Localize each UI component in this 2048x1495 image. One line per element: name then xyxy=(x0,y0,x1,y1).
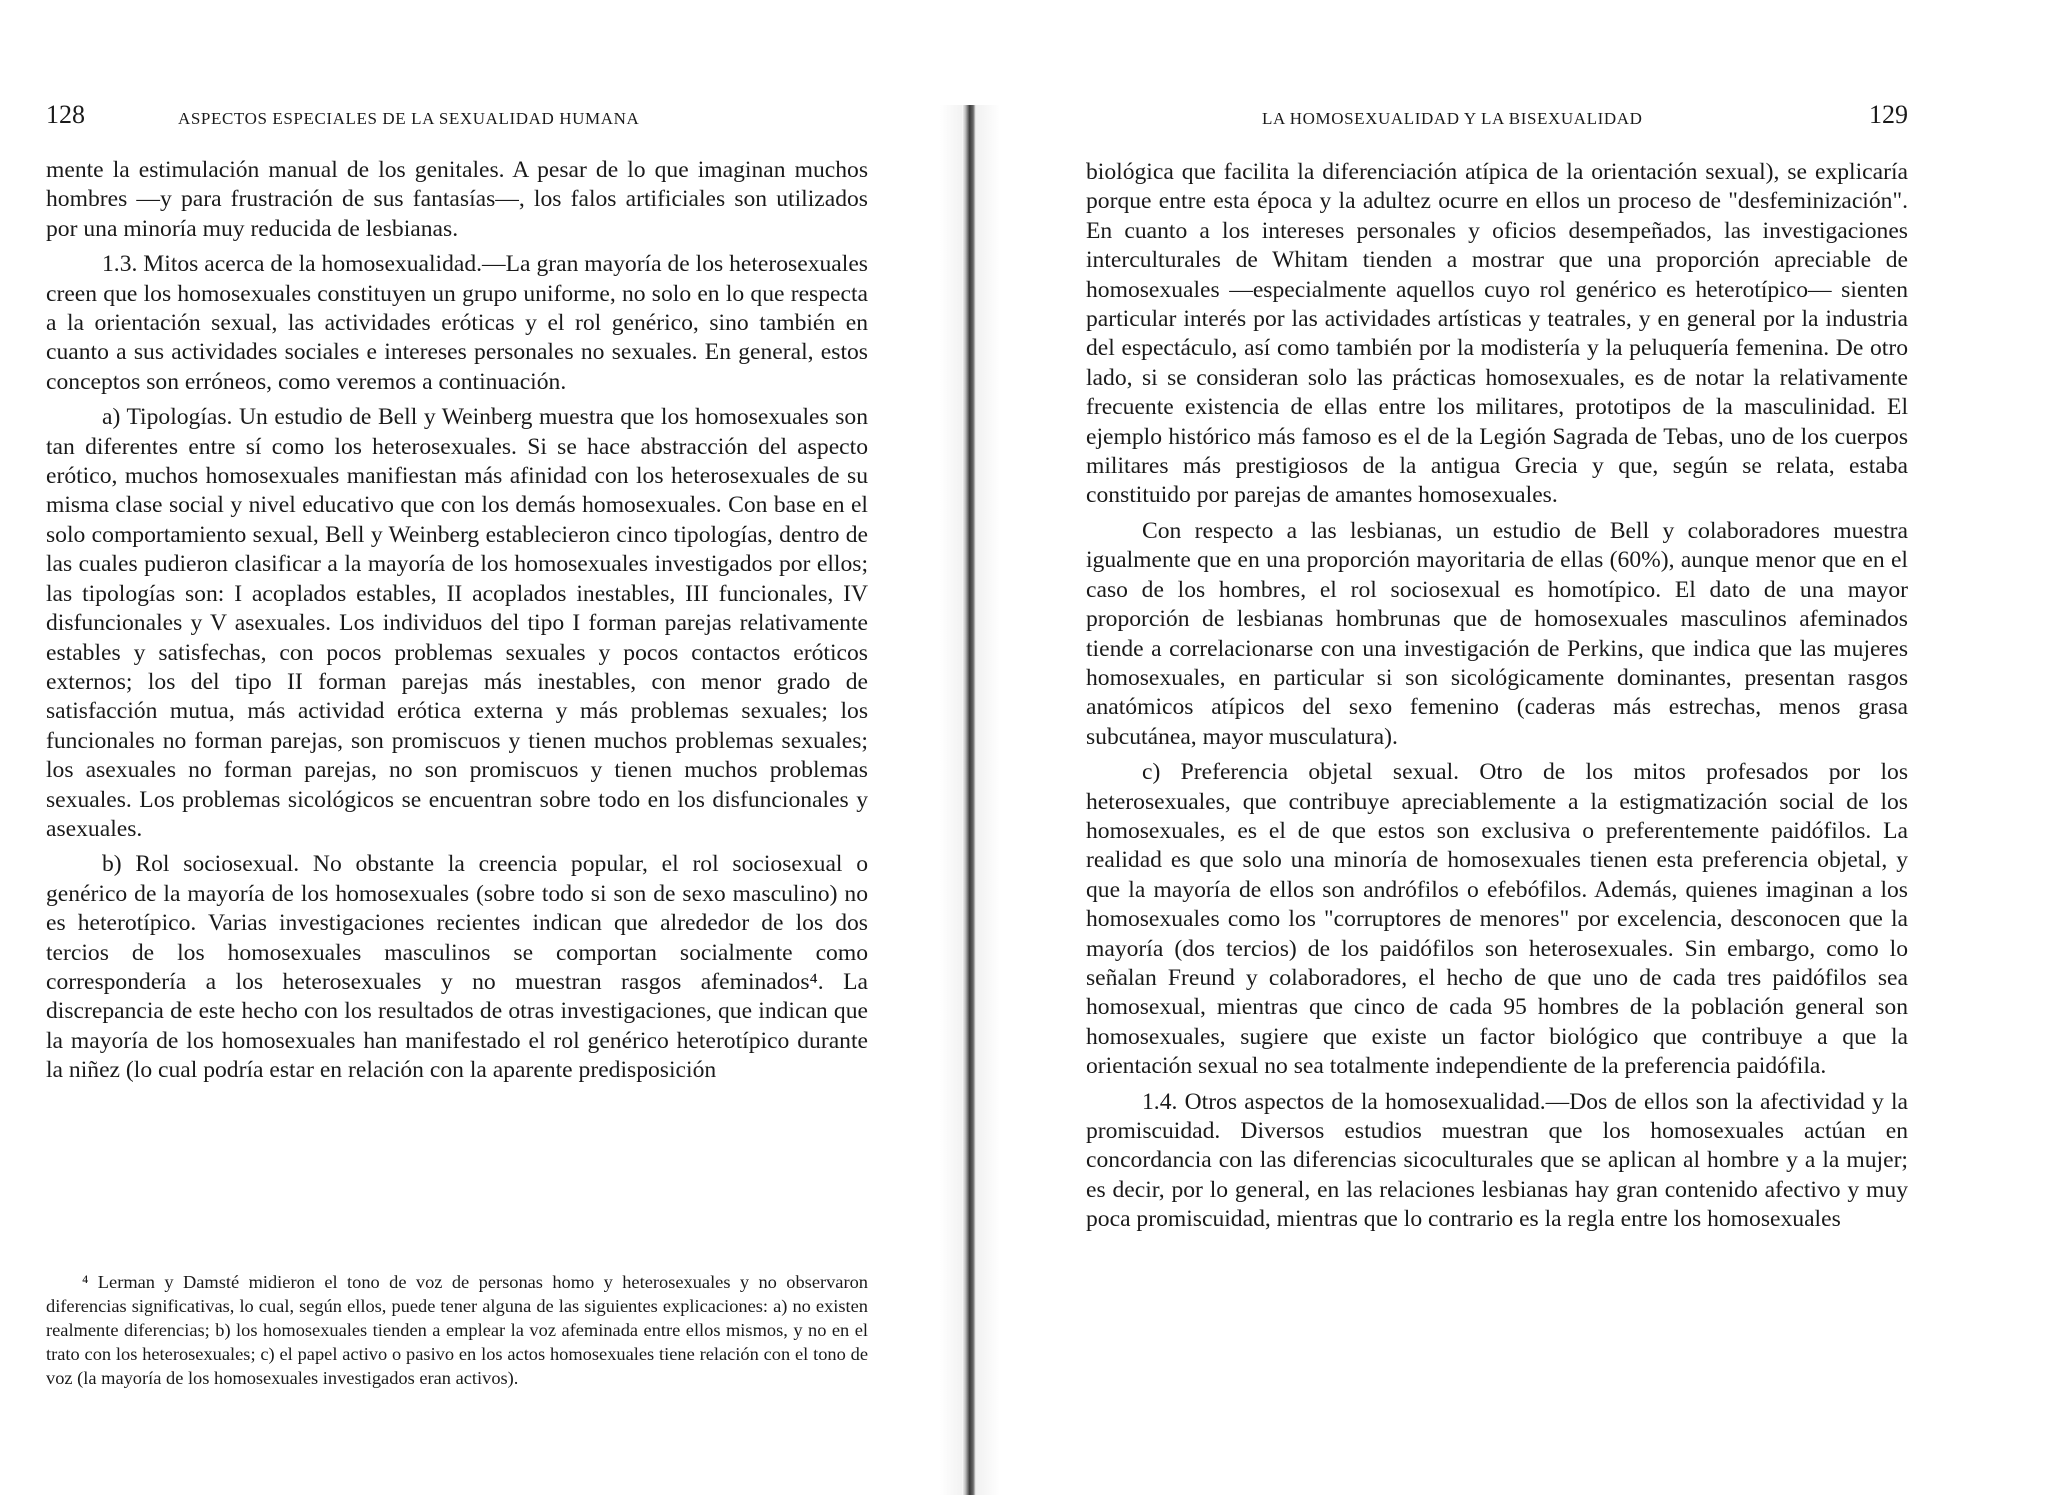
footnote-text: ⁴ Lerman y Damsté midieron el tono de voz de personas homo y heterosexuales y no observaron diferencias significativas, lo cual, según ellos, puede tener alguna de las siguientes explicaciones: a) no existen realmente diferencias; b) los homosexuales tienden a emplear la voz afeminada entre ellos mismos, y no en el trato con los heterosexuales; c) el papel activo o pasivo en los actos homosexuales tiene relación con el tono de voz (la mayoría de los homosexuales investigados eran activos). xyxy=(46,1272,868,1388)
paragraph: mente la estimulación manual de los genitales. A pesar de lo que imaginan muchos hombres —y para frustración de sus fantasías—, los falos artificiales son utilizados por una minoría muy reducida de lesbianas. xyxy=(46,157,868,242)
paragraph: a) Tipologías. Un estudio de Bell y Weinberg muestra que los homosexuales son tan diferentes entre sí como los heterosexuales. Si se hace abstracción del aspecto erótico, muchos homosexuales manifiestan más afinidad con los heterosexuales de su misma clase social y nivel educativo que con los demás homosexuales. Con base en el solo comportamiento sexual, Bell y Weinberg establecieron cinco tipologías, dentro de las cuales pudieron clasificar a la mayoría de los homosexuales investigados por ellos; las tipologías son: I acoplados estables, II acoplados inestables, III funcionales, IV disfuncionales y V asexuales. Los individuos del tipo I forman parejas relativamente estables y satisfechas, con pocos problemas sexuales y pocos contactos eróticos externos; los del tipo II forman parejas más inestables, con menor grado de satisfacción mutua, más actividad erótica externa y más problemas sexuales; los funcionales no forman parejas, son promiscuos y tienen muchos problemas sexuales; los asexuales no forman parejas, no son promiscuos y tienen muchos problemas sexuales. Los problemas sicológicos se encuentran sobre todo en los disfuncionales y asexuales. xyxy=(46,404,868,842)
book-gutter xyxy=(962,105,976,1495)
footnote xyxy=(46,1270,868,1390)
right-page-header xyxy=(1086,100,1908,132)
running-head: ASPECTOS ESPECIALES DE LA SEXUALIDAD HUMANA xyxy=(178,109,640,128)
page-number: 129 xyxy=(1869,100,1908,129)
left-page xyxy=(46,0,868,1492)
paragraph: b) Rol sociosexual. No obstante la creencia popular, el rol sociosexual o genérico de la mayoría de los homosexuales (sobre todo si son de sexo masculino) no es heterotípico. Varias investigaciones recientes indican que alrededor de los dos tercios de los homosexuales masculinos se comportan socialmente como correspondería a los heterosexuales y no muestran rasgos afeminados⁴. La discrepancia de este hecho con los resultados de otras investigaciones, que indican que la mayoría de los homosexuales han manifestado el rol genérico heterotípico durante la niñez (lo cual podría estar en relación con la aparente predisposición xyxy=(46,851,868,1084)
paragraph: Con respecto a las lesbianas, un estudio de Bell y colaboradores muestra igualmente que en una proporción mayoritaria de ellas (60%), aunque menor que en el caso de los hombres, el rol sociosexual es homotípico. El dato de una mayor proporción de lesbianas hombrunas que de homosexuales masculinos afeminados tiende a correlacionarse con una investigación de Perkins, que indica que las mujeres homosexuales, en particular si son sicológicamente dominantes, presentan rasgos anatómicos atípicos del sexo femenino (caderas más estrechas, menos grasa subcutánea, mayor musculatura). xyxy=(1086,517,1908,750)
page-number: 128 xyxy=(46,100,85,129)
paragraph: 1.4. Otros aspectos de la homosexualidad.—Dos de ellos son la afectividad y la promiscuidad. Diversos estudios muestran que los homosexuales actúan en concordancia con las diferencias sicoculturales que se aplican al hombre y a la mujer; es decir, por lo general, en las relaciones lesbianas hay gran contenido afectivo y muy poca promiscuidad, mientras que lo contrario es la regla entre los homosexuales xyxy=(1086,1088,1908,1233)
paragraph: c) Preferencia objetal sexual. Otro de los mitos profesados por los heterosexuales, que contribuye apreciablemente a la estigmatización social de los homosexuales, es el de que estos son exclusiva o preferentemente paidófilos. La realidad es que solo una minoría de homosexuales tienen esta preferencia objetal, y que la mayoría de ellos son andrófilos o efebófilos. Además, quienes imaginan a los homosexuales como los "corruptores de menores" por excelencia, desconocen que la mayoría (dos tercios) de los paidófilos son heterosexuales. Sin embargo, como lo señalan Freund y colaboradores, el hecho de que uno de cada tres paidófilos sea homosexual, mientras que cinco de cada 95 hombres de la población general son homosexuales, sugiere que existe un factor biológico que contribuye a que la orientación sexual no sea totalmente independiente de la preferencia paidófila. xyxy=(1086,759,1908,1080)
paragraph: biológica que facilita la diferenciación atípica de la orientación sexual), se explicaría porque entre esta época y la adultez ocurre en ellos un proceso de "desfeminización". En cuanto a los intereses personales y oficios desempeñados, las investigaciones interculturales de Whitam tienden a mostrar que una proporción apreciable de homosexuales —especialmente aquellos cuyo rol genérico es heterotípico— sienten particular interés por las actividades artísticas y teatrales, y en general por la industria del espectáculo, así como también por la modistería y la peluquería femenina. De otro lado, si se consideran solo las prácticas homosexuales, es de notar la relativamente frecuente existencia de ellas entre los militares, prototipos de la masculinidad. El ejemplo histórico más famoso es el de la Legión Sagrada de Tebas, uno de los cuerpos militares más prestigiosos de la antigua Grecia y que, según se relata, estaba constituido por parejas de amantes homosexuales. xyxy=(1086,159,1908,509)
right-page-body xyxy=(1086,158,1908,1241)
left-page-body xyxy=(46,156,868,1092)
paragraph: 1.3. Mitos acerca de la homosexualidad.—La gran mayoría de los heterosexuales creen que los homosexuales constituyen un grupo uniforme, no solo en lo que respecta a la orientación sexual, las actividades eróticas y el rol genérico, sino también en cuanto a sus actividades sociales e intereses personales no sexuales. En general, estos conceptos son erróneos, como veremos a continuación. xyxy=(46,251,868,395)
left-page-header xyxy=(46,100,868,132)
running-head: LA HOMOSEXUALIDAD Y LA BISEXUALIDAD xyxy=(1262,109,1643,128)
right-page xyxy=(1086,0,1908,1492)
